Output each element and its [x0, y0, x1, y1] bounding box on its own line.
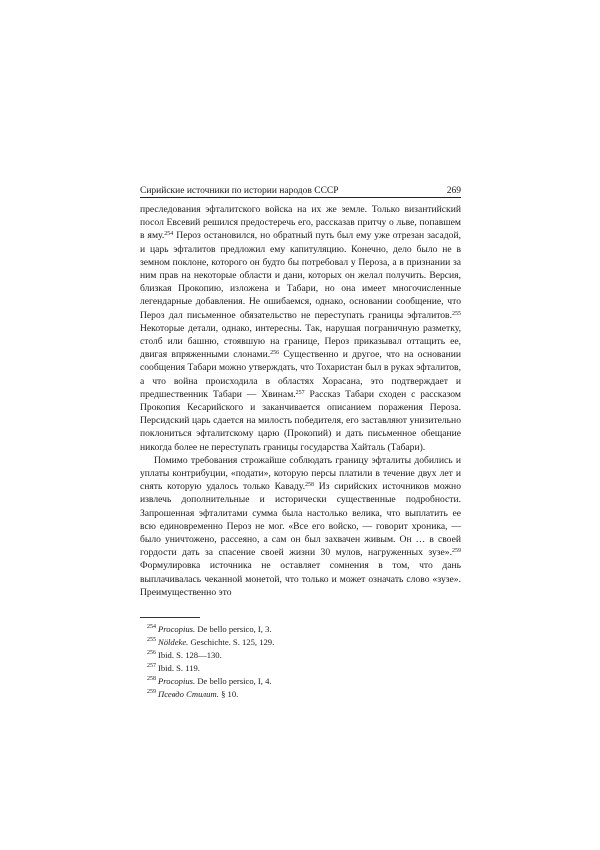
page-number: 269 — [446, 186, 461, 196]
text-run: Пероз остановился, но обратный путь был ему уже отрезан засадой, и царь эфталитов предложил ему капитуляцию. Конечно, дело было не в земном поклоне, которого он будто бы потребовал у Пероза, а в признании за ним прав на некоторые области и дани, которых он желал получить. Версия, близкая Прокопию, изложена и Табари, но она имеет многочисленные легендарные добавления. Не ошибаемся, однако, основании сообщение, что Пероз дал письменное обязательство не переступать границы эфталитов. — [140, 230, 461, 321]
footnote-number: 255 — [147, 637, 156, 643]
footnote-author: Procopius. — [158, 624, 196, 634]
footnote — [140, 662, 461, 675]
footnote-number: 258 — [147, 676, 156, 682]
main-text — [140, 203, 461, 599]
footnote-text: § 10. — [218, 689, 239, 699]
footnote-number: 254 — [147, 624, 156, 630]
footnote-text: Ibid. S. 128—130. — [158, 650, 222, 660]
footnote-text: Ibid. S. 119. — [158, 663, 200, 673]
footnote-number: 259 — [147, 689, 156, 695]
footnote-ref: 258 — [304, 482, 314, 489]
text-run: Некоторые детали, однако, интересны. Так, нарушая пограничную разметку, столб или башню, стоявшую на границе, Пероз приказывал оттащить ее, двигая впряженными слонами. — [140, 322, 461, 361]
running-header — [140, 183, 461, 198]
footnote-ref: 255 — [452, 310, 461, 317]
text-run: Помимо требования строжайше соблюдать границу эфталиты добились и уплаты контрибуции, «подати», которую персы платили в течение двух лет и снять которую удалось только Каваду. — [140, 454, 461, 493]
footnotes — [140, 623, 461, 701]
running-title: Сирийские источники по истории народов СССР — [140, 186, 339, 196]
footnote-number: 257 — [147, 663, 156, 669]
footnote — [140, 623, 461, 636]
text-run: Из сирийских источников можно извлечь дополнительные и исторически существенные подробности. Запрошенная эфталитами сумма была настолько велика, что выплатить ее всю единовременно Пероз не мог. «Все его войско, — говорит хроника, — было уничтожено, рассеяно, а сам он был захвачен живым. Он … в своей гордости дать за спасение своей жизни 30 мулов, нагруженных зузе». — [140, 481, 461, 559]
footnote-ref: 257 — [295, 389, 305, 396]
footnote-author: Nöldeke. — [158, 637, 189, 647]
footnote — [140, 688, 461, 701]
footnote-ref: 256 — [270, 350, 280, 357]
text-run: Рассказ Табари сходен с рассказом Прокопия Кесарийского и заканчивается описанием поражения Пероза. Персидский царь сдается на милость победителя, его заставляют унизительно поклониться эфталитскому царю (Прокопий) и дать письменное обещание никогда более не переступать границы государства Хайталь (Табари). — [140, 388, 461, 453]
footnote-author: Псевдо Стилит. — [158, 689, 219, 699]
footnote-text: Geschichte. S. 125, 129. — [188, 637, 275, 647]
footnote-number: 256 — [147, 650, 156, 656]
paragraph — [140, 454, 461, 599]
footnote-text: De bello persico, I, 4. — [195, 676, 272, 686]
footnote — [140, 649, 461, 662]
footnote-ref: 259 — [452, 548, 461, 555]
footnote — [140, 675, 461, 688]
footnote-separator — [140, 617, 200, 618]
text-run: Формулировка источника не оставляет сомнения в том, что дань выплачивалась чеканной монетой, что только и может означать слово «зузе». Преимущественно это — [140, 560, 461, 598]
text-run: Существенно и другое, что на основании сообщения Табари можно утверждать, что Тохаристан был в руках эфталитов, а что война происходила в областях Хорасана, это подтверждает и предшественник Табари — Хвинам. — [140, 349, 461, 400]
footnote-ref: 254 — [164, 231, 174, 238]
footnote-text: De bello persico, I, 3. — [195, 624, 272, 634]
paragraph — [140, 203, 461, 454]
footnote-author: Procopius. — [158, 676, 196, 686]
text-run: преследования эфталитского войска на их же земле. Только византийский посол Евсевий решился предостеречь его, рассказав притчу о льве, попавшем в яму. — [140, 204, 461, 242]
footnote — [140, 636, 461, 649]
